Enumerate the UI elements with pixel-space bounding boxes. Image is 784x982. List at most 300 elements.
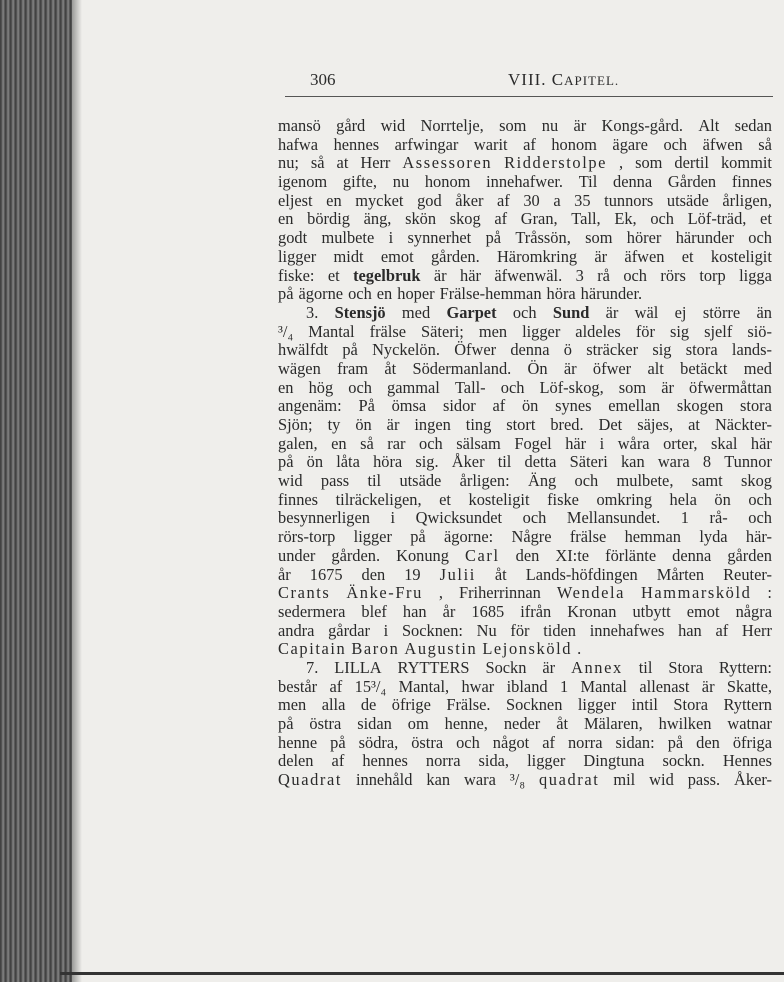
text-line [278, 528, 772, 547]
word: större [702, 302, 741, 322]
word: gifte, [342, 172, 378, 192]
word: höra [546, 284, 576, 304]
book-page-edges [0, 0, 72, 982]
word: hela [669, 489, 697, 509]
word: Öfwer [454, 340, 497, 360]
word: Äng [528, 471, 557, 491]
word: som [618, 377, 647, 397]
word: är [563, 358, 577, 378]
word: och [748, 228, 772, 248]
word: låta [336, 452, 360, 472]
word: är [594, 246, 608, 266]
word: lands- [731, 340, 772, 360]
word: wara [657, 452, 690, 472]
word: hemman [624, 527, 682, 547]
word: denna [672, 545, 712, 565]
word: 3. [306, 302, 319, 322]
word: Säteri; [421, 321, 464, 341]
word: ibland [506, 676, 548, 696]
word: tiden [543, 620, 577, 640]
word: på [410, 527, 426, 547]
word: och [456, 732, 480, 752]
word: gårdar [328, 620, 370, 640]
word: aldeles [575, 321, 621, 341]
word: synnerhet [407, 228, 472, 248]
word: höra [373, 452, 403, 472]
word: betäckt [680, 358, 728, 378]
word: ägorne: [444, 527, 494, 547]
word: Ön [527, 358, 548, 378]
word: på [342, 340, 358, 360]
word: som [499, 116, 527, 135]
word: samt [691, 471, 723, 491]
word: och [748, 489, 772, 509]
text-line [278, 659, 772, 678]
word: Mårten [656, 564, 705, 584]
word: til [638, 657, 653, 677]
word: under [278, 545, 316, 565]
text-line [278, 453, 772, 472]
word: år [442, 601, 456, 621]
word: hög [308, 377, 334, 397]
word: åker [455, 190, 484, 210]
word: i [388, 228, 394, 248]
word: kosteligit [468, 489, 530, 509]
word: Hennes [722, 751, 772, 771]
word: ligger [522, 321, 561, 341]
text-line [278, 603, 772, 622]
word: Åker [451, 452, 485, 472]
text-line [278, 210, 772, 229]
text-line [278, 360, 772, 379]
word: äfwen [702, 134, 743, 154]
word: Kongs-gård. [601, 116, 684, 135]
word: rörs [660, 265, 686, 285]
word: Ridderstolpe [504, 153, 608, 173]
word: ömsa [391, 396, 427, 416]
word: alt [647, 358, 664, 378]
word: ty [327, 415, 341, 434]
word: han [678, 620, 702, 640]
word: bördig [307, 209, 350, 229]
word: sälsam [456, 433, 501, 453]
word: utsäde [666, 190, 709, 210]
body-text [278, 117, 772, 790]
word: arfwingar [394, 134, 459, 154]
word: på [485, 228, 502, 248]
word: Ryttern: [718, 657, 772, 677]
word: skal [711, 433, 738, 453]
word: skog [449, 209, 481, 229]
word: Crants [278, 583, 331, 603]
text-line [278, 491, 772, 510]
word: Augustin [404, 639, 478, 659]
word: Mantal, [398, 676, 450, 696]
word: de [360, 695, 377, 715]
word: Tall- [454, 377, 486, 397]
word: Carl [465, 545, 500, 565]
word: en [278, 377, 294, 397]
word: stora [685, 340, 718, 360]
word: Socknen: [401, 620, 463, 640]
word: Quadrat [278, 770, 342, 790]
word: något [492, 732, 530, 752]
word: gammal [387, 377, 440, 397]
word: Til [578, 172, 598, 192]
word: och [748, 508, 772, 528]
word: äfwen [624, 246, 665, 266]
word: han [402, 601, 427, 621]
word: men [278, 695, 307, 715]
word: fiske: [278, 265, 315, 285]
word: ej [674, 302, 687, 322]
word: på [278, 714, 294, 733]
word: Frälse-hemman [439, 284, 542, 304]
text-line [278, 285, 772, 304]
word: innehåld [355, 770, 413, 790]
word: gård [336, 116, 366, 135]
word: et [681, 246, 694, 266]
word: med [401, 302, 431, 322]
word: Stora [668, 657, 703, 677]
word: wid [380, 116, 406, 135]
word: ligga [739, 265, 772, 285]
chapter-title-smallcaps: APITEL. [564, 73, 620, 88]
word: Tråssön, [515, 228, 571, 248]
word: af [542, 732, 555, 752]
text-line [278, 229, 772, 248]
word: Qwicksundet [415, 508, 503, 528]
word: På [358, 396, 375, 416]
word: fiske [547, 489, 579, 509]
text-line [278, 678, 772, 697]
text-line [278, 622, 772, 641]
word: och [348, 377, 372, 397]
word: rörs-torp [278, 527, 336, 547]
word: Kronan [567, 601, 617, 621]
word: är [433, 265, 447, 285]
word: på [330, 732, 346, 752]
word: härunder. [580, 284, 643, 304]
word: och [623, 265, 647, 285]
word: et [760, 209, 772, 229]
word: och [663, 134, 688, 154]
word: sida, [478, 751, 510, 771]
word: sidor [442, 396, 476, 416]
word: wara [464, 770, 496, 790]
word: delen [278, 751, 314, 771]
word: Frälse. [446, 695, 491, 715]
word: wäl [634, 302, 659, 322]
word: mycket [355, 190, 404, 210]
word: ligger [577, 695, 617, 715]
word: god [417, 190, 442, 210]
word: : [767, 583, 772, 603]
word: mansö [278, 116, 321, 135]
word: för [635, 321, 655, 341]
word: i [599, 433, 605, 453]
word: sidan [357, 714, 392, 733]
word: wid [649, 770, 674, 790]
word: Stensjö [334, 302, 386, 322]
word: öfriga [732, 732, 772, 752]
word: den [696, 732, 720, 752]
word: tilräckeligen, [335, 489, 422, 509]
word: och [650, 209, 674, 229]
word: Sjön; [278, 415, 313, 434]
word: åt [384, 358, 397, 378]
word: andra [278, 620, 315, 640]
text-line [278, 771, 772, 790]
word: dertil [674, 153, 709, 173]
word: Herr [360, 153, 391, 173]
word: utsäde [399, 471, 442, 491]
word: fram [337, 358, 369, 378]
word: gården. [331, 545, 381, 565]
word: intil [631, 695, 658, 715]
text-line [278, 323, 772, 342]
word: synes [555, 396, 592, 416]
word: til [497, 452, 512, 472]
word: Garpet [446, 302, 497, 322]
word: ifrån [520, 601, 552, 621]
word: ön [306, 452, 324, 472]
text-line [278, 192, 772, 211]
word: för [510, 620, 530, 640]
word: sockn. [662, 751, 705, 771]
word: så [360, 433, 374, 453]
word: ägare [612, 134, 648, 154]
word: henne, [444, 714, 488, 733]
word: 7. [306, 657, 319, 677]
word: ön [521, 396, 539, 416]
word: innehafwes [589, 620, 665, 640]
word: sedermera [278, 601, 346, 621]
word: Sockn [485, 657, 527, 677]
word: sedan [734, 116, 772, 135]
text-line [278, 715, 772, 734]
word: midt [333, 246, 364, 266]
word: af [497, 190, 510, 210]
word: 1 [559, 676, 569, 696]
word: med [743, 358, 772, 378]
word: östra [309, 714, 342, 733]
word: på [278, 284, 294, 304]
word: at [688, 415, 700, 434]
text-line [278, 267, 772, 286]
word: et [439, 489, 451, 509]
word: Ryttern [723, 695, 772, 715]
text-line [278, 248, 772, 267]
word: rar [387, 433, 406, 453]
text-line [278, 547, 772, 566]
word: emot [686, 601, 720, 621]
word: sig. [415, 452, 439, 472]
text-line [278, 154, 772, 173]
word: kommit [720, 153, 772, 173]
word: öfrige [391, 695, 431, 715]
word: henne [278, 732, 318, 752]
word: sig [652, 340, 672, 360]
word: Lands-höfdingen [525, 564, 638, 584]
word: stort [506, 415, 536, 434]
word: ³/₄ [278, 321, 294, 341]
word: säjes, [637, 415, 674, 434]
word: mulbete, [616, 471, 674, 491]
word: 15³/₄ [354, 676, 387, 696]
word: kosteligit [710, 246, 772, 266]
text-line [278, 696, 772, 715]
word: Ek, [614, 209, 637, 229]
word: om [407, 714, 429, 733]
word: är [542, 657, 556, 677]
word: ligger [353, 527, 392, 547]
word: äng, [363, 209, 392, 229]
word: a [553, 190, 561, 210]
word: angenäm: [278, 396, 342, 416]
text-line [278, 416, 772, 435]
word: härunder [675, 228, 734, 248]
word: hafwa [278, 134, 319, 154]
word: Häromkring [496, 246, 578, 266]
word: alla [321, 695, 346, 715]
word: ö [563, 340, 572, 360]
word: Friherrinnan [458, 583, 541, 603]
word: detta [524, 452, 557, 472]
word: . [577, 639, 582, 659]
word: är [573, 116, 587, 135]
word: öfwermåttan [689, 377, 772, 397]
word: Mälaren, [583, 714, 643, 733]
word: ingen [414, 415, 451, 434]
word: Lejonsköld [482, 639, 573, 659]
word: norra [567, 732, 603, 752]
word: nu; [278, 153, 299, 173]
word: Capitain [278, 639, 347, 659]
word: en [331, 433, 347, 453]
word: af [492, 396, 506, 416]
word: Säteri [569, 452, 608, 472]
word: i [383, 620, 389, 640]
word: Det [598, 415, 623, 434]
word: 3 [575, 265, 584, 285]
word: 30 [523, 190, 540, 210]
word: Gran, [520, 209, 558, 229]
word: emellan [608, 396, 661, 416]
word: honom [424, 172, 471, 192]
word: orter, [663, 433, 698, 453]
word: af [715, 620, 729, 640]
word: så [758, 134, 772, 154]
word: en [278, 209, 294, 229]
word: hoper [397, 284, 435, 304]
word: quadrat [539, 770, 600, 790]
word: igenom [278, 172, 328, 192]
word: tegelbruk [353, 265, 421, 285]
text-line [278, 304, 772, 323]
word: 1 [680, 508, 689, 528]
word: den [515, 545, 540, 565]
word: här [460, 265, 481, 285]
word: Norrtelje, [420, 116, 484, 135]
word: hennes [362, 751, 408, 771]
word: 35 [574, 190, 591, 210]
word: Herr [741, 620, 772, 640]
word: Mantal [308, 321, 355, 341]
word: frälse [369, 321, 407, 341]
word: Södermanland. [412, 358, 512, 378]
word: tunnors [604, 190, 654, 210]
word: en [326, 190, 342, 210]
text-line [278, 734, 772, 753]
word: Löf-skog, [539, 377, 604, 397]
word: norra [425, 751, 461, 771]
word: Annex [571, 657, 623, 677]
word: denna [613, 172, 653, 192]
word: Baron [351, 639, 400, 659]
word: RYTTERS [397, 657, 470, 677]
word: rå [597, 265, 610, 285]
word: på [667, 732, 684, 752]
word: ³/₈ [509, 770, 526, 790]
word: 1675 [309, 564, 343, 584]
word: Mellansundet. [566, 508, 661, 528]
word: af [329, 676, 343, 696]
page-number: 306 [310, 70, 336, 89]
word: af [523, 134, 536, 154]
word: här- [745, 527, 772, 547]
word: här [750, 433, 772, 453]
word: utbytt [632, 601, 671, 621]
text-line [278, 584, 772, 603]
word: watnar [727, 714, 772, 733]
word: Nu [476, 620, 497, 640]
word: förlänte [605, 545, 657, 565]
word: wåra [617, 433, 650, 453]
text-line [278, 435, 772, 454]
word: på [278, 452, 294, 472]
header-rule [285, 96, 773, 97]
word: åt [556, 714, 569, 733]
word: hennes [333, 134, 380, 154]
word: gården. [430, 246, 480, 266]
word: wid [278, 471, 303, 491]
word: Tunnor [724, 452, 772, 472]
running-header [310, 70, 772, 92]
word: öfwer [592, 358, 632, 378]
word: årligen: [459, 471, 510, 491]
word: Fogel [514, 433, 552, 453]
word: finnes [278, 489, 319, 509]
word: mil [613, 770, 636, 790]
word: år [278, 564, 291, 584]
word: Sund [552, 302, 590, 322]
word: ön [355, 415, 372, 434]
word: allenast [639, 676, 690, 696]
word: Mantal [580, 676, 627, 696]
word: och [522, 508, 547, 528]
text-line [278, 472, 772, 491]
word: ägorne [298, 284, 344, 304]
word: pass [320, 471, 350, 491]
word: Åker- [734, 770, 772, 790]
word: kan [426, 770, 451, 790]
word: Nyckelön. [372, 340, 440, 360]
scan-bottom-edge [60, 972, 784, 975]
text-line [278, 117, 772, 136]
word: Assessoren [402, 153, 493, 173]
word: warit [473, 134, 508, 154]
